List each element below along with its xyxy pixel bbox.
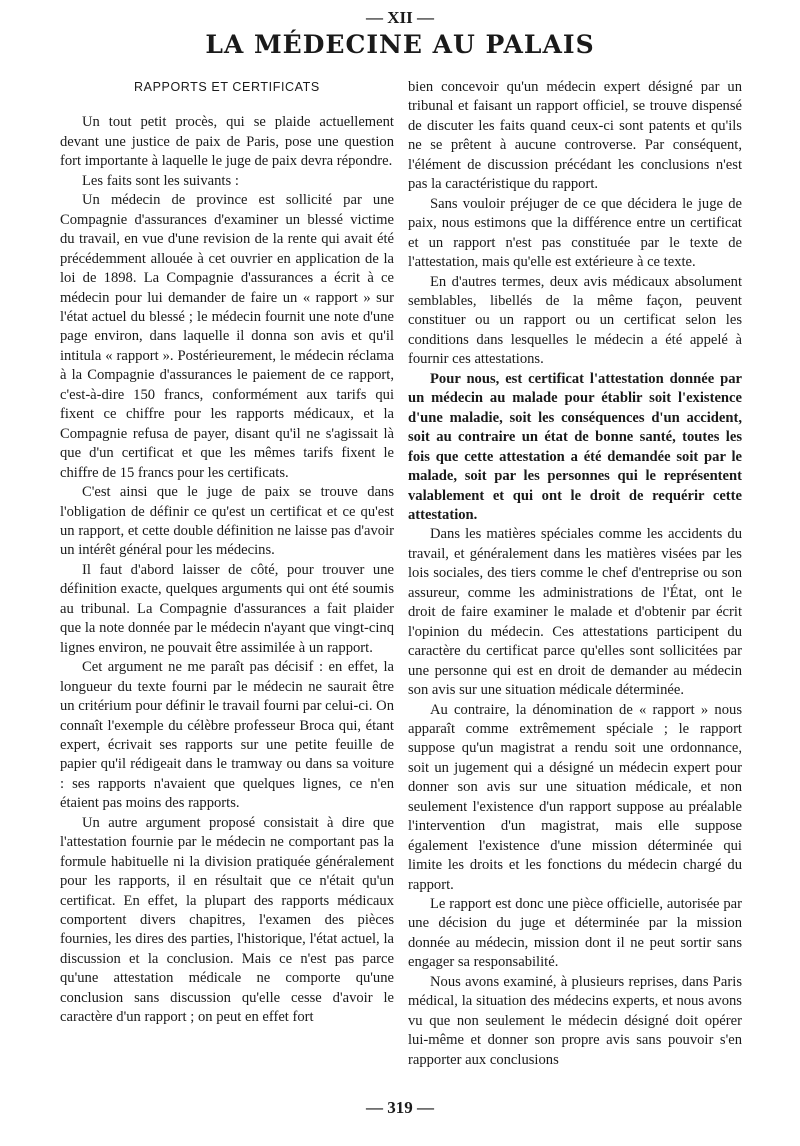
section-heading: RAPPORTS ET CERTIFICATS xyxy=(134,80,320,94)
paragraph: Sans vouloir préjuger de ce que décidera le juge de paix, nous estimons que la différence entre un certificat et un rapport n'est pas constituée par le texte de l'attestation, mais qu'elle est extérieure à ce texte. xyxy=(408,195,742,271)
paragraph: Un autre argument proposé consistait à dire que l'attestation fournie par le médecin ne comportant pas la formule habituelle ni la division pratiquée généralement pour les rapports, il en résultait que ce n'était qu'un certificat. En effet, la plupart des rapports médicaux comportent divers chapitres, l'examen des pièces fournies, les dires des parties, l'historique, l'état actuel, la discussion et la conclusion. Mais ce n'est pas parce qu'une attestation médicale ne comporte qu'une conclusion sans discussion qu'elle cesse d'avoir le caractère d'un rapport ; on peut en effet fort xyxy=(60,814,394,1026)
paragraph: Pour nous, est certificat l'attestation donnée par un médecin au malade pour établir soit l'existence d'une maladie, soit les conséquences d'un accident, soit au contraire un état de bonne santé, toutes les fois que cette attestation a été demandée soit par le malade, soit par les personnes qui le représentent valablement et qui ont le droit de requérir cette attestation. xyxy=(408,370,742,523)
page-number: — 319 — xyxy=(366,1098,434,1117)
paragraph: C'est ainsi que le juge de paix se trouve dans l'obligation de définir ce qu'est un certificat et ce qu'est un rapport, et cette double définition ne laisse pas d'avoir un intérêt général pour les médecins. xyxy=(60,484,394,559)
paragraph: Le rapport est donc une pièce officielle, autorisée par une décision du juge et déterminée par la mission donnée au médecin, mission dont il ne peut sortir sans engager sa responsabilité. xyxy=(408,896,742,971)
right-column xyxy=(408,78,742,1070)
paragraph: Cet argument ne me paraît pas décisif : en effet, la longueur du texte fourni par le médecin ne saurait être un critérium pour définir le travail fourni par celui-ci. On connaît l'exemple du célèbre professeur Broca qui, étant expert, écrivait ses rapports sur une petite feuille de papier qu'il rédigeait dans le tramway ou dans sa voiture : ses rapports n'avaient que quelques lignes, ce n'en étaient pas moins des rapports. xyxy=(60,659,394,812)
paragraph: En d'autres termes, deux avis médicaux absolument semblables, libellés de la même façon, peuvent constituer ou un rapport ou un certificat selon les conditions dans lesquelles le médecin a été appelé à fournir ces attestations. xyxy=(408,273,742,368)
paragraph: Nous avons examiné, à plusieurs reprises, dans Paris médical, la situation des médecins experts, et nous avons vu que non seulement le médecin désigné doit opérer lui-même et donner son propre avis sans pouvoir s'en rapporter aux conclusions xyxy=(408,973,742,1068)
paragraph: Il faut d'abord laisser de côté, pour trouver une définition exacte, quelques arguments qui ont été soumis au tribunal. La Compagnie d'assurances a fait plaider que la note donnée par le médecin n'ayant que vingt-cinq lignes environ, ne pouvait être assimilée à un rapport. xyxy=(60,561,394,656)
paragraph: Dans les matières spéciales comme les accidents du travail, et généralement dans les matières visées par les lois sociales, des tiers comme le chef d'entreprise ou son assureur, comme les administrations de l'État, ont le droit de faire examiner le malade et d'obtenir par écrit l'opinion du médecin. Ces attestations participent du caractère du certificat parce qu'elles sont sollicitées par une personne qui est en droit de demander au médecin son avis sur une situation médicale déterminée. xyxy=(408,526,742,699)
paragraph: Un médecin de province est sollicité par une Compagnie d'assurances d'examiner un blessé victime du travail, en vue d'une revision de la rente qui avait été précédemment allouée à cet ouvrier en application de la loi de 1898. La Compagnie d'assurances a écrit à ce médecin pour lui demander de faire un « rapport » sur l'état actuel du blessé ; le médecin fournit une note d'une page environ, dans laquelle il donna son avis et qu'il intitula « rapport ». Postérieurement, le médecin réclama à la Compagnie d'assurances le paiement de ce rapport, c'est-à-dire 150 francs, conformément aux tarifs qui fixent ce chiffre pour les rapports médicaux, et la Compagnie refusa de payer, disant qu'il ne s'agissait là que d'un certificat et que les mêmes tarifs fixent le chiffre de 15 francs pour les certificats. xyxy=(60,192,394,481)
paragraph: Au contraire, la dénomination de « rapport » nous apparaît comme extrêmement spéciale ; le rapport suppose qu'un magistrat a rendu soit une ordonnance, soit un jugement qui a désigné un médecin expert pour donner son avis sur une situation médicale, et non seulement l'existence d'un rapport suppose au préalable l'intervention d'un magistrat, mais elle suppose également l'existence d'une mission déterminée qui limite les droits et les fonctions du médecin chargé du rapport. xyxy=(408,701,742,893)
paragraph: bien concevoir qu'un médecin expert désigné par un tribunal et faisant un rapport officiel, se trouve dispensé de discuter les faits quand ceux-ci sont patents et qu'ils ne se prêtent à aucune controverse. Par conséquent, l'élément de discussion précédant les conclusions n'est pas la caractéristique du rapport. xyxy=(408,79,742,193)
page-title: LA MÉDECINE AU PALAIS xyxy=(205,30,595,59)
left-column xyxy=(60,78,394,1028)
roman-page-number: — XII — xyxy=(365,8,434,27)
paragraph: Les faits sont les suivants : xyxy=(82,172,239,189)
paragraph: Un tout petit procès, qui se plaide actuellement devant une justice de paix de Paris, pose une question fort importante à laquelle le juge de paix devra répondre. xyxy=(60,114,394,170)
